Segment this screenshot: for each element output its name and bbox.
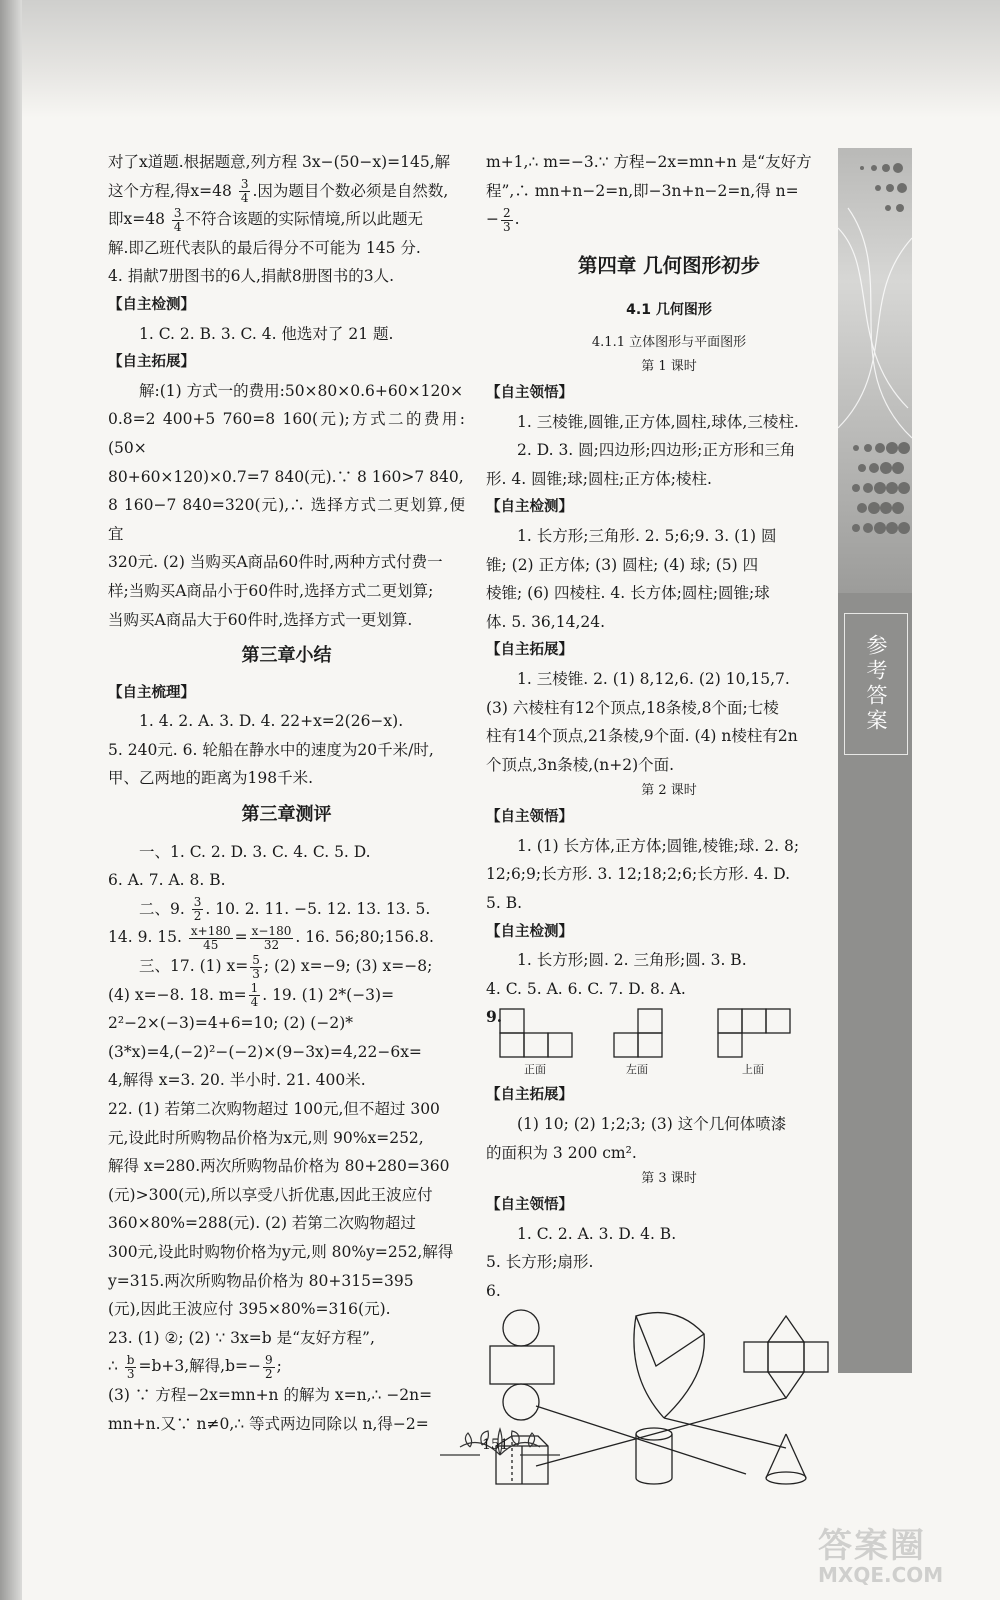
answer-line [108, 981, 465, 1010]
fraction [250, 954, 262, 981]
fraction-numerator: 3 [173, 205, 182, 220]
section-tag: 【自主领悟】 [486, 1197, 573, 1214]
answer-line: 23. (1) ②; (2) ∵ 3x=b 是“友好方程”, [108, 1328, 375, 1347]
fraction-numerator: 5 [252, 952, 260, 967]
text-run: 这个方程,得x=48 [108, 181, 237, 200]
lesson-3-answers [486, 1191, 852, 1305]
answer-line: 1. 长方形;三角形. 2. 5;6;9. 3. (1) 圆 [517, 526, 777, 545]
lesson-3-title: 第 3 课时 [641, 1171, 697, 1187]
fraction-denominator: 3 [126, 1366, 135, 1381]
answer-line: 4. C. 5. A. 6. C. 7. D. 8. A. [486, 979, 686, 998]
answer-line: 当购买A商品大于60件时,选择方式一更划算. [108, 610, 413, 629]
answer-line: 一、1. C. 2. D. 3. C. 4. C. 5. D. [139, 842, 371, 861]
text-run: (4) x=−8. 18. m= [108, 985, 247, 1004]
subsection-title: 4.1.1 立体图形与平面图形 [591, 334, 747, 350]
answer-line: (元)>300(元),所以享受八折优惠,因此王波应付 [108, 1185, 433, 1204]
text-run: 二、9. [139, 899, 190, 918]
fraction-numerator: x−180 [251, 923, 292, 938]
fraction-denominator: 3 [252, 966, 260, 981]
answer-line [108, 205, 465, 234]
answer-line: 对了x道题.根据题意,列方程 3x−(50−x)=145,解 [108, 153, 451, 171]
answer-line: 1. 三棱锥. 2. (1) 8,12,6. (2) 10,15,7. [517, 669, 790, 688]
left-column [108, 148, 465, 1438]
chapter-title: 第四章 几何图形初步 [577, 253, 761, 277]
lesson-2-title: 第 2 课时 [641, 783, 697, 799]
section-tag: 【自主拓展】 [486, 1087, 573, 1104]
answer-line [108, 952, 465, 981]
lesson-2-extension [486, 1081, 852, 1167]
fraction-denominator: 3 [503, 219, 511, 234]
answer-line [108, 895, 465, 924]
text-run: 即x=48 [108, 210, 170, 229]
answer-line: 解.即乙班代表队的最后得分不可能为 145 分. [108, 238, 421, 257]
answer-line: 5. 长方形;扇形. [486, 1253, 594, 1272]
section-tag: 【自主检测】 [486, 499, 573, 516]
fraction-numerator: 3 [193, 895, 202, 910]
section-tag: 【自主检测】 [486, 923, 573, 940]
fraction-denominator: 4 [240, 191, 249, 206]
fraction-numerator: x+180 [190, 923, 231, 938]
fraction-numerator: 1 [250, 981, 259, 996]
reference-answers-sidebar [838, 148, 912, 1373]
answer-line: 1. C. 2. B. 3. C. 4. 他选对了 21 题. [139, 324, 394, 343]
reference-answers-tab: 参考答案 [844, 613, 908, 755]
text-run: . 19. (1) 2*(−3)= [262, 985, 395, 1004]
left-view-label: 左面 [626, 1063, 648, 1077]
section-tag: 【自主领悟】 [486, 809, 573, 826]
answer-line: 300元,设此时购物价格为y元,则 80%y=252,解得 [108, 1242, 454, 1261]
fraction-denominator: 4 [173, 219, 182, 234]
text-run: . 16. 56;80;156.8. [295, 928, 434, 947]
fraction-numerator: b [126, 1352, 135, 1367]
fraction [263, 1354, 275, 1381]
right-column [486, 148, 852, 1495]
answer-line: 个顶点,3n条棱,(n+2)个面. [486, 755, 675, 774]
fraction-denominator: 45 [203, 937, 219, 952]
fraction-denominator: 2 [265, 1366, 273, 1381]
text-run: .因为题目个数必须是自然数, [252, 181, 449, 200]
answer-line: 解:(1) 方式一的费用:50×80×0.6+60×120× [139, 381, 464, 400]
scan-left-edge [0, 0, 22, 1600]
lesson-1-title: 第 1 课时 [641, 358, 697, 374]
answer-line: 0.8=2 400+5 760=8 160(元);方式二的费用:(50× [108, 410, 465, 457]
fraction [249, 982, 261, 1009]
section-tag: 【自主检测】 [108, 296, 195, 313]
page-number: 151 [482, 1437, 509, 1453]
answer-line: 2. D. 3. 圆;四边形;四边形;正方形和三角 [517, 441, 796, 460]
text-run: . 10. 2. 11. −5. 12. 13. 13. 5. [205, 899, 431, 918]
fraction-numerator: 9 [265, 1352, 273, 1367]
answer-line: 320元. (2) 当购买A商品60件时,两种方式付费一 [108, 553, 443, 572]
answer-line: 1. 4. 2. A. 3. D. 4. 22+x=2(26−x). [139, 712, 404, 731]
section-tag: 【自主拓展】 [486, 642, 573, 659]
top-view-label: 上面 [742, 1063, 764, 1077]
text-run: ; [276, 1357, 282, 1376]
text-run: ; (2) x=−9; (3) x=−8; [263, 957, 433, 976]
answer-line: 4,解得 x=3. 20. 半小时. 21. 400米. [108, 1071, 366, 1090]
answer-line: 的面积为 3 200 cm². [486, 1143, 637, 1162]
section-tag: 【自主拓展】 [108, 354, 195, 371]
fraction-numerator: 2 [503, 205, 511, 220]
answer-line: (元),因此王波应付 395×80%=316(元). [108, 1300, 391, 1319]
answer-line: (1) 10; (2) 1;2;3; (3) 这个几何体喷漆 [517, 1115, 787, 1134]
page-number-ornament [430, 1425, 570, 1465]
answer-line: 形. 4. 圆锥;球;圆柱;正方体;棱柱. [486, 469, 712, 488]
answer-line [486, 205, 852, 234]
answer-line: 5. B. [486, 894, 523, 913]
answer-line: mn+n.又∵ n≠0,∴ 等式两边同除以 n,得−2= [108, 1414, 429, 1433]
answer-line: 360×80%=288(元). (2) 若第二次购物超过 [108, 1214, 416, 1233]
sidebar-decoration [838, 148, 912, 593]
fraction [239, 178, 251, 205]
answer-line: 1. 三棱锥,圆锥,正方体,圆柱,球体,三棱柱. [517, 412, 799, 431]
text-run: ∴ [108, 1357, 123, 1376]
answer-line: (3) ∵ 方程−2x=mn+n 的解为 x=n,∴ −2n= [108, 1385, 433, 1404]
answer-line: 6. A. 7. A. 8. B. [108, 871, 226, 890]
answer-line: 样;当购买A商品小于60件时,选择方式二更划算; [108, 581, 434, 600]
right-continuation [486, 148, 852, 234]
fraction [172, 207, 184, 234]
fraction [125, 1354, 137, 1381]
answer-line: 元,设此时所购物品价格为x元,则 90%x=252, [108, 1128, 424, 1147]
text-run: 14. 9. 15. [108, 928, 187, 947]
text-run: 不符合该题的实际情境,所以此题无 [185, 210, 423, 229]
text-run: =b+3,解得,b=− [138, 1357, 261, 1376]
fraction-denominator: 4 [250, 995, 259, 1010]
answer-line: 4. 捐献7册图书的6人,捐献8册图书的3人. [108, 267, 395, 286]
answer-line: 22. (1) 若第二次购物超过 100元,但不超过 300 [108, 1100, 440, 1118]
answer-line: 2²−2×(−3)=4+6=10; (2) (−2)* [108, 1014, 353, 1033]
section-tag: 【自主梳理】 [108, 684, 195, 701]
section-title: 4.1 几何图形 [626, 302, 712, 319]
answer-line: 锥; (2) 正方体; (3) 圆柱; (4) 球; (5) 四 [486, 555, 759, 574]
fraction [250, 925, 294, 952]
lesson-1-answers [486, 379, 852, 779]
section-heading: 第三章小结 [241, 645, 332, 667]
answer-line: 1. C. 2. A. 3. D. 4. B. [517, 1224, 677, 1243]
three-views-figure [486, 1003, 852, 1081]
watermark-url: MXQE.COM [818, 1563, 944, 1587]
section-heading: 第三章测评 [241, 804, 332, 826]
answer-line: 12;6;9;长方形. 3. 12;18;2;6;长方形. 4. D. [486, 865, 791, 884]
fraction-denominator: 2 [193, 909, 202, 924]
watermark-logo-text: 答案圈 [818, 1526, 926, 1566]
answer-line: 8 160−7 840=320(元),∴ 选择方式二更划算,便宜 [108, 496, 465, 543]
answer-line: y=315.两次所购物品价格为 80+315=395 [108, 1271, 414, 1290]
fraction-numerator: 3 [240, 177, 249, 192]
answer-line [108, 177, 465, 206]
text-run: . [514, 210, 520, 229]
lesson-2-answers [486, 803, 852, 1003]
answer-line: 柱有14个顶点,21条棱,9个面. (4) n棱柱有2n [486, 727, 798, 746]
scan-top-shadow [0, 0, 1000, 118]
answer-line: 程”,∴ mn+n−2=n,即−3n+n−2=n,得 n= [486, 181, 799, 200]
answer-line: m+1,∴ m=−3.∵ 方程−2x=mn+n 是“友好方 [486, 153, 812, 171]
text-run: 三、17. (1) x= [139, 957, 249, 976]
answer-line: 棱锥; (6) 四棱柱. 4. 长方体;圆柱;圆锥;球 [486, 584, 770, 603]
answer-line: 1. (1) 长方体,正方体;圆锥,棱锥;球. 2. 8; [517, 836, 800, 855]
front-view-label: 正面 [524, 1063, 546, 1077]
answer-line: (3) 六棱柱有12个顶点,18条棱,8个面;七棱 [486, 698, 779, 717]
site-watermark [818, 1518, 943, 1587]
figure-9-number: 9. [486, 1007, 503, 1027]
section-tag: 【自主领悟】 [486, 384, 573, 401]
answer-line: 体. 5. 36,14,24. [486, 612, 606, 631]
answer-line [108, 1352, 465, 1381]
answer-line: (3*x)=4,(−2)²−(−2)×(9−3x)=4,22−6x= [108, 1042, 422, 1061]
fraction [192, 896, 204, 923]
text-run: = [234, 928, 248, 947]
answer-line: 6. [486, 1282, 501, 1300]
answer-line: 1. 长方形;圆. 2. 三角形;圆. 3. B. [517, 951, 747, 970]
fraction [501, 207, 513, 234]
answer-line: 甲、乙两地的距离为198千米. [108, 769, 314, 788]
answer-line: 5. 240元. 6. 轮船在静水中的速度为20千米/时, [108, 740, 434, 759]
answer-line: 解得 x=280.两次所购物品价格为 80+280=360 [108, 1157, 450, 1176]
text-run: − [486, 210, 499, 229]
fraction [189, 925, 233, 952]
fraction-denominator: 32 [263, 937, 280, 952]
answer-line: 80+60×120)×0.7=7 840(元).∵ 8 160>7 840, [108, 467, 464, 486]
answer-line [108, 923, 465, 952]
